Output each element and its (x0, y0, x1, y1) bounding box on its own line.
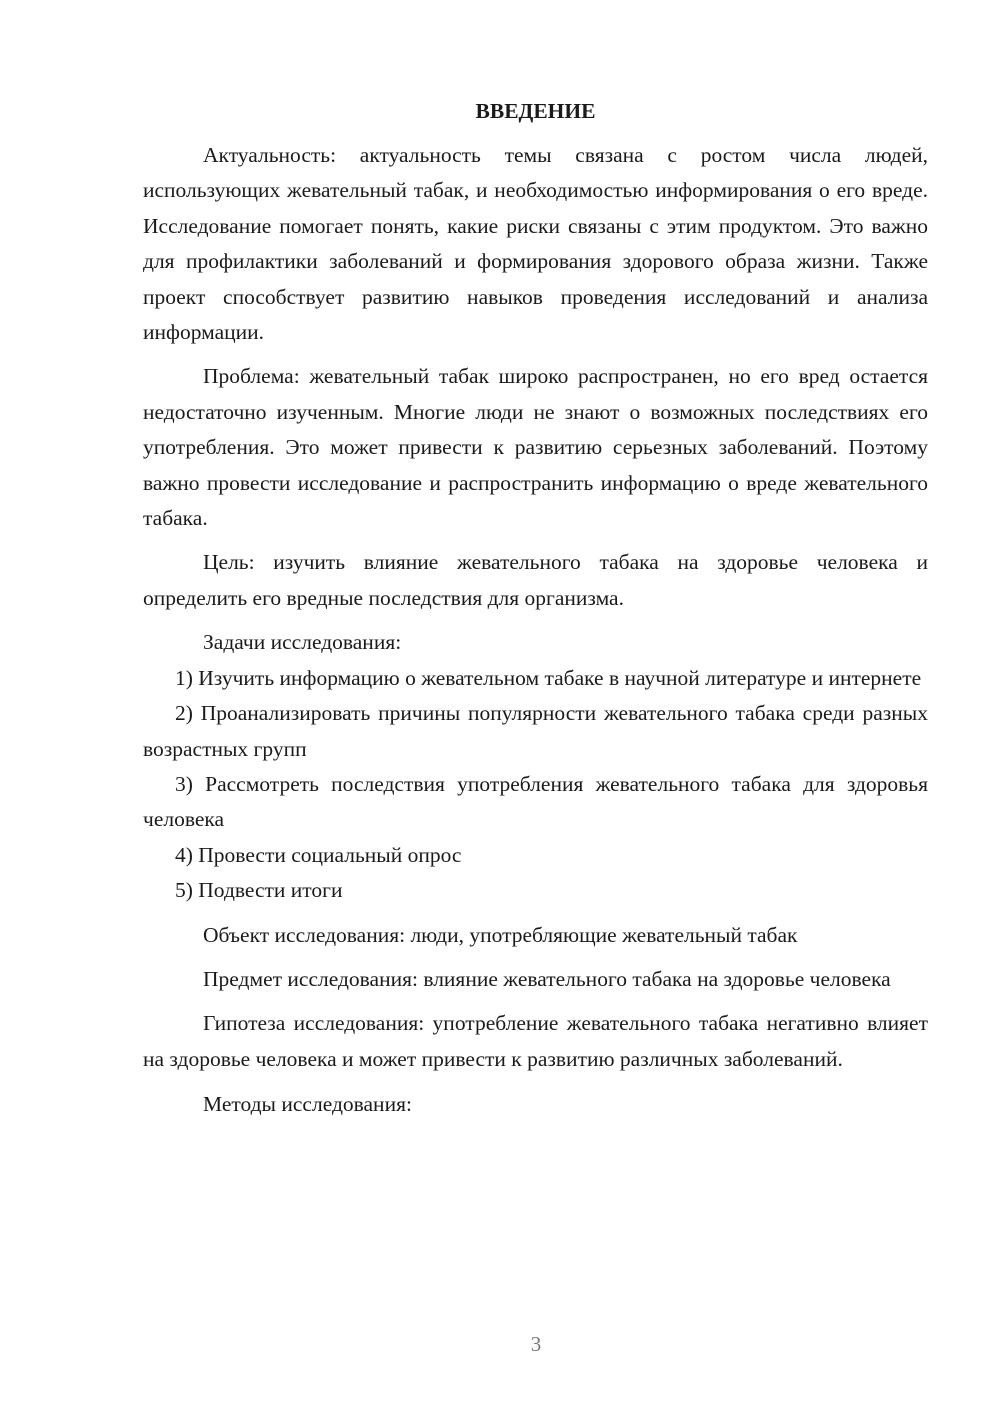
page-number: 3 (530, 1332, 542, 1356)
task-item-1: 1) Изучить информацию о жевательном табаке в научной литературе и интернете (175, 665, 922, 690)
relevance-paragraph: Актуальность: актуальность темы связана с ростом числа людей, использующих жевательный табак, и необходимостью информирования о его вреде. Исследование помогает понять, какие риски связаны с этим продуктом. Это важно для профилактики заболеваний и формирования здорового образа жизни. Также проект способствует развитию навыков проведения исследований и анализа информации. (143, 143, 928, 345)
page-title: ВВЕДЕНИЕ (475, 99, 596, 123)
task-item-5: 5) Подвести итоги (175, 878, 343, 903)
goal-paragraph: Цель: изучить влияние жевательного табака на здоровье человека и определить его вредные последствия для организма. (143, 550, 928, 610)
task-item-3: 3) Рассмотреть последствия употребления жевательного табака для здоровья человека (143, 771, 928, 832)
subject-paragraph: Предмет исследования: влияние жевательного табака на здоровье человека (203, 966, 891, 991)
object-paragraph: Объект исследования: люди, употребляющие жевательный табак (203, 922, 798, 947)
tasks-heading: Задачи исследования: (203, 630, 402, 655)
page-content (143, 96, 928, 1123)
hypothesis-paragraph: Гипотеза исследования: употребление жевательного табака негативно влияет на здоровье человека и может привести к развитию различных заболеваний. (143, 1011, 928, 1071)
methods-heading: Методы исследования: (203, 1092, 412, 1117)
problem-paragraph: Проблема: жевательный табак широко распространен, но его вред остается недостаточно изученным. Многие люди не знают о возможных последствиях его употребления. Это может привести к развитию серьезных заболеваний. Поэтому важно провести исследование и распространить информацию о вреде жевательного табака. (143, 364, 928, 531)
task-item-2: 2) Проанализировать причины популярности жевательного табака среди разных возрастных групп (143, 701, 928, 761)
task-item-4: 4) Провести социальный опрос (175, 842, 462, 867)
